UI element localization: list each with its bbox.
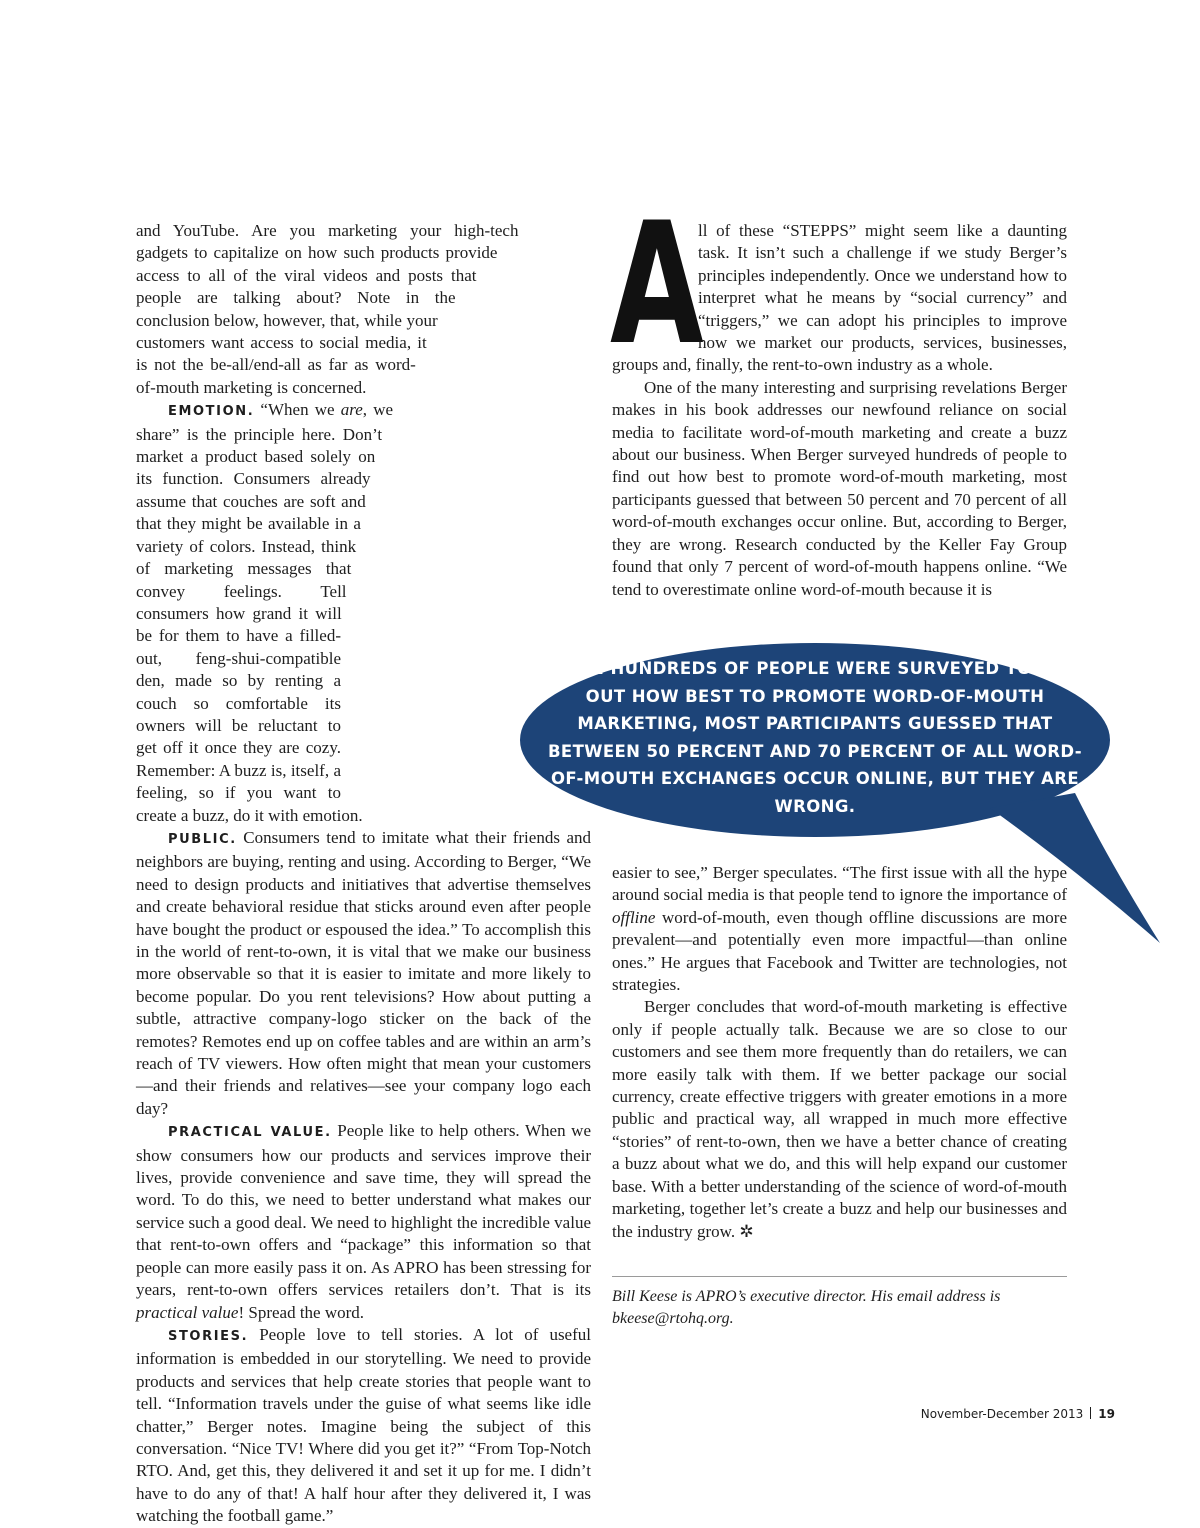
end-mark-icon: ✲: [735, 1221, 754, 1241]
paragraph-intro: and YouTube. Are you marketing your high-tech gadgets to capitalize on how such products provide access to all of the viral videos and posts that people are talking about? Note in the conclusion below, however, that, while your customers want access to social media, it is not the be-all/end-all as far as word-of-mouth marketing is concerned.: [136, 221, 519, 397]
paragraph-conclusion: Berger concludes that word-of-mouth marketing is effective only if people actually talk. Because we are so close to our customers and see them more frequently than do retailers, we can more easily talk with them. If we better package our social currency, create effective triggers with greater emotions in a more public and practical way, all wrapped in much more effective “stories” of rent-to-own, then we have a better chance of creating a buzz about what we do, and this will help expand our customer base. With a better understanding of the science of word-of-mouth marketing, together let’s create a buzz and help our businesses and the industry grow. ✲: [612, 997, 1067, 1241]
paragraph-public: PUBLIC. Consumers tend to imitate what their friends and neighbors are buying, renting and using. According to Berger, “We need to design products and initiatives that advertise themselves and create behavioral residue that sticks around even after people have bought the product or espoused the idea.” To accomplish this in the world of rent-to-own, it is vital that we make our business more observable so that it is easier to imitate and more likely to become popular. Do you rent televisions? How about putting a subtle, attractive company-logo sticker on the back of the remotes? Remotes end up on coffee tables and are within an arm’s reach of TV viewers. How often might that mean your customers—and their friends and relatives—see your company logo each day?: [136, 827, 591, 1118]
page-footer: [900, 1407, 1115, 1421]
lead-public: PUBLIC.: [168, 831, 237, 847]
lead-emotion: EMOTION.: [168, 404, 255, 420]
lead-practical-value: PRACTICAL VALUE.: [168, 1125, 332, 1141]
issue-date: November-December 2013: [920, 1407, 1084, 1421]
paragraph-practical-value: PRACTICAL VALUE. People like to help others. When we show consumers how our products and services improve their lives, provide convenience and save time, they will spread the word. To do this, we need to better understand what makes our service such a good deal. We need to highlight the incredible value that rent-to-own offers and “package” this information so that people can more easily pass it on. As APRO has been stressing for years, rent-to-own offers services retailers don’t. That is its practical value! Spread the word.: [136, 1121, 591, 1322]
paragraph-stories: STORIES. People love to tell stories. A lot of useful information is embedded in our storytelling. We need to provide products and services that help create stories that people want to tell. “Information travels under the guise of what seems like idle chatter,” Berger notes. Imagine being the subject of this conversation. “Nice TV! Where did you get it?” “From Top-Notch RTO. And, get this, they delivered it and set it up for me. I didn’t have to do any of that! A half hour after they delivered it, I was watching the football game.”: [136, 1324, 591, 1526]
author-bio: Bill Keese is APRO’s executive director. His email address is bkeese@rtohq.org.: [612, 1288, 1001, 1327]
bio-divider: [612, 1276, 1067, 1277]
paragraph-emotion: EMOTION. “When we are, we share” is the principle here. Don’t market a product based solely on its function. Consumers already assume that couches are soft and that they might be available in a variety of colors. Instead, think of marketing messages that convey feelings. Tell consumers how grand it will be for them to have a filled-out, feng-shui-compatible den, made so by renting a couch so comfortable its owners will be reluctant to get off it once they are cozy. Remember: A buzz is, itself, a feeling, so if you want to create a buzz, do it with emotion.: [136, 400, 394, 825]
paragraph-opening: A ll of these “STEPPS” might seem like a daunting task. It isn’t such a challenge if we study Berger’s principles independently. Once we understand how to interpret what he means by “social currency” and “triggers,” we can adopt his principles to improve how we market our products, services, businesses, groups and, finally, the rent-to-own industry as a whole.: [610, 186, 1067, 382]
footer-separator: [1090, 1407, 1091, 1419]
pull-quote-text: WHEN HUNDREDS OF PEOPLE WERE SURVEYED TO FIND OUT HOW BEST TO PROMOTE WORD-OF-MOUTH MARKETING, MOST PARTICIPANTS GUESSED THAT BETWEEN 50 PERCENT AND 70 PERCENT OF ALL WORD-OF-MOUTH EXCHANGES OCCUR ONLINE, BUT THEY ARE WRONG.: [545, 659, 1085, 816]
article-right-column-top: [610, 186, 1067, 601]
paragraph-revelations: One of the many interesting and surprising revelations Berger makes in his book addresses our newfound reliance on social media to facilitate word-of-mouth marketing and create a buzz about our business. When Berger surveyed hundreds of people to find out how best to promote word-of-mouth marketing, most participants guessed that between 50 percent and 70 percent of all word-of-mouth exchanges occur online. But, according to Berger, they are wrong. Research conducted by the Keller Fay Group found that only 7 percent of word-of-mouth happens online. “We tend to overestimate online word-of-mouth because it is: [612, 377, 1067, 599]
page-number: 19: [1098, 1407, 1115, 1421]
paragraph-continued: easier to see,” Berger speculates. “The first issue with all the hype around social media is that people tend to ignore the importance of offline word-of-mouth, even though offline discussions are more prevalent—and potentially even more impactful—than online ones.” He argues that Facebook and Twitter are technologies, not strategies.: [612, 863, 1067, 995]
drop-cap: A: [610, 186, 704, 382]
lead-stories: STORIES.: [168, 1328, 249, 1344]
pull-quote-bubble: [520, 643, 1110, 838]
